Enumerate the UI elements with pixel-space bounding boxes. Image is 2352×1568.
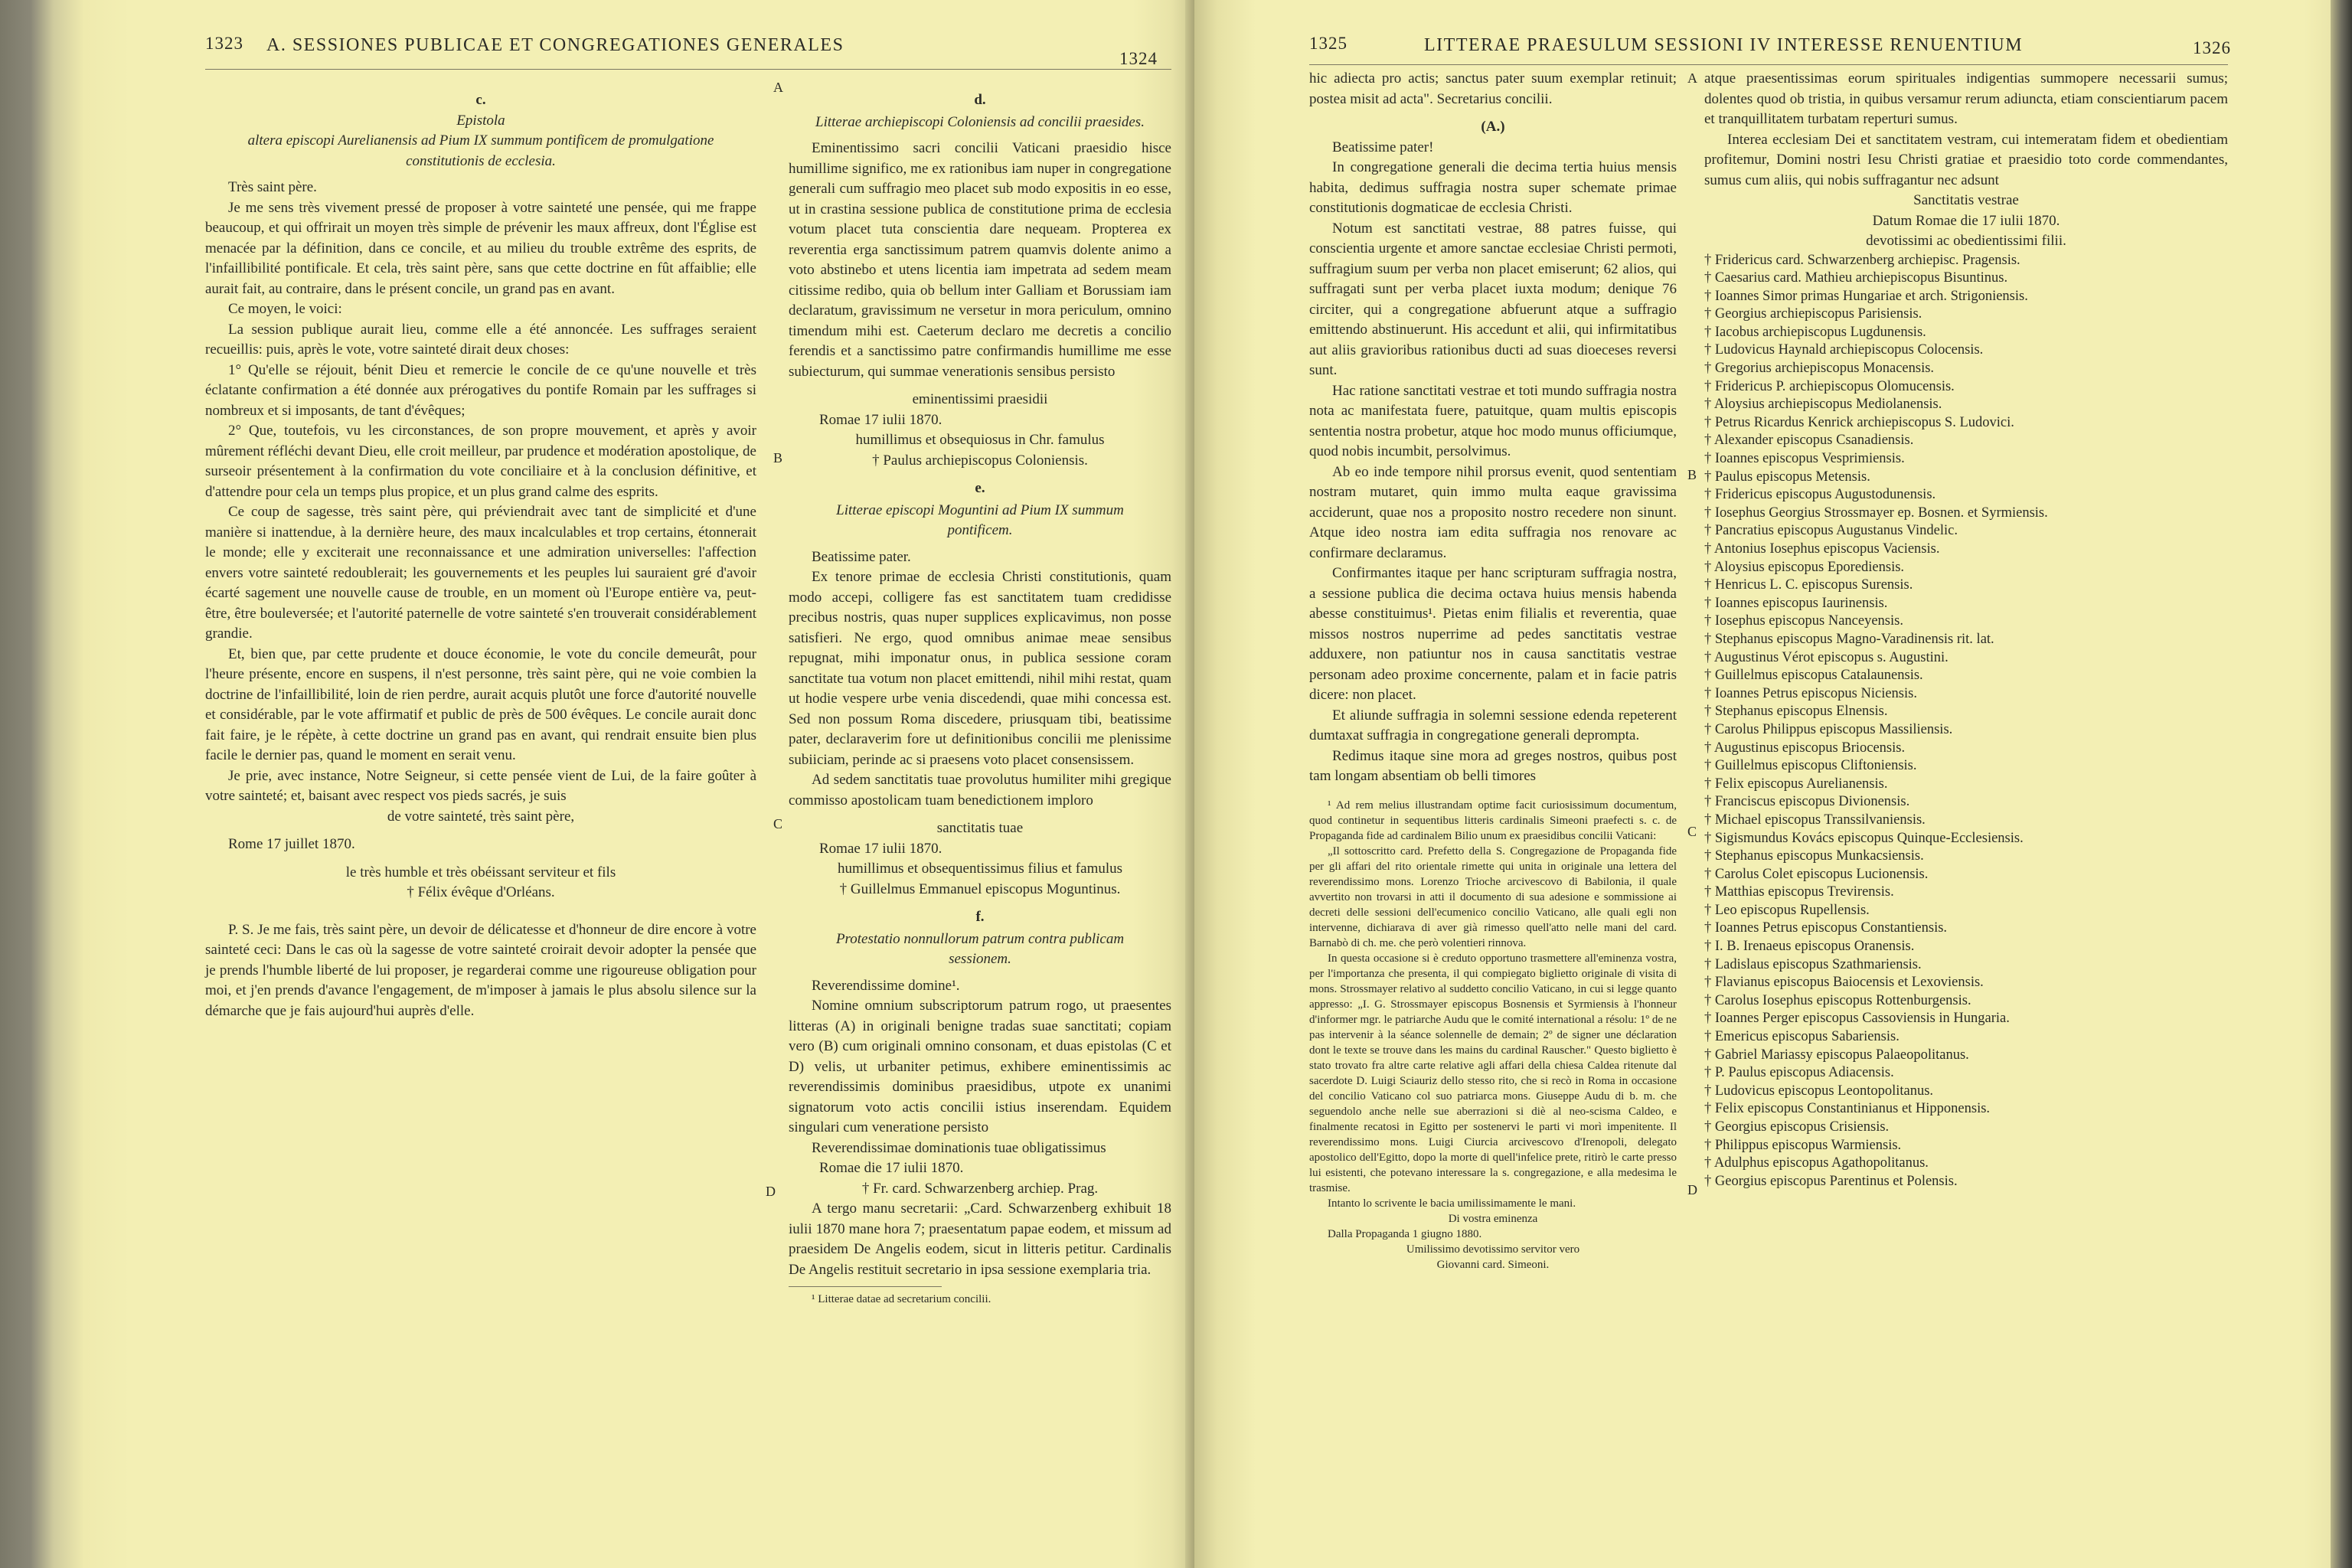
signatory-item: † Fridericus episcopus Augustodunensis. [1704,487,1936,503]
signatory-item: † Philippus episcopus Warmiensis. [1704,1137,1902,1153]
paragraph: Ce coup de sagesse, très saint père, qui préviendrait avec tant de simplicité et d'une manière si inattendue, à la dernière heure, des maux incalculables et trop certains, étonnerait le monde; elle y exciterait une reconnaissance et une admiration universelles: l'affection envers votre sainteté redoublerait; les gouvernements et les peuples lui sauraient gré d'avoir écarté sagement une nouvelle cause de trouble, en un moment où l'Europe entière va, peut-être, être bouleversée; et l'autorité paternelle de votre sainteté s'en trouverait considérablement grandie. [205,504,756,642]
paragraph: Très saint père. [228,179,317,195]
signatory-item: † Felix episcopus Aurelianensis. [1704,776,1888,792]
page-block-edge [2331,0,2352,1568]
signatory-item: † Stephanus episcopus Magno-Varadinensis rit. lat. [1704,631,1994,647]
margin-mark-a: A [1687,70,1697,86]
margin-mark-d: D [1687,1182,1697,1197]
signatory-item: † Ludovicus episcopus Leontopolitanus. [1704,1083,1934,1099]
paragraph: Je me sens très vivement pressé de proposer à votre sainteté une pensée, qui me frappe beaucoup, et qui offrirait un moyen très simple de prévenir les maux affreux, dont l'Église est menacée par la définition, dans ce concile, et au milieu du trouble extrême des esprits, de l'infaillibilité pontificale. Et cela, très saint père, sans que cette doctrine en fût affaiblie; elle aurait fait, au contraire, dans le présent concile, un grand pas en avant. [205,199,756,297]
paragraph: Confirmantes itaque per hanc scripturam suffragia nostra, a sessione publica die decima octava huius mensis habenda abesse constituimus¹. Pietas enim filialis et reverentia, quae missos nostros nuperrime ad pedes sanctitatis vestrae adduxere, non patiuntur nos in causa sanctitatis vestrae personam adeo proxime concernente, palam et in facie patris dicere: non placet. [1309,565,1677,703]
section-heading-e: e. [975,480,985,496]
closing-line: le très humble et très obéissant serviteur et fils [345,864,616,880]
paragraph: Interea ecclesiam Dei et sanctitatem vestram, cui intemeratam fidem et obedientiam profitemur, Domini nostri Iesu Christi gratiae et praesidio toto corde commendantes, sumus cum aliis, qui nobis suffragantur nec adsunt [1704,131,2228,188]
signatory-item: † Aloysius episcopus Eporediensis. [1704,559,1905,575]
closing-line: humillimus et obsequiosus in Chr. famulus [855,432,1105,448]
header-rule [1309,64,2228,65]
footnote: In questa occasione si è creduto opportuno trasmettere all'eminenza vostra, per l'importanza che presenta, il qui compiegato biglietto originale di visita di mons. Strossmayer relativo al suddetto concilio Vaticano, in cui si legge quanto appresso: „I. G. Strossmayer episcopus Bosnensis et Syrmiensis à l'honneur d'informer mgr. le patriarche Audu que le comité international a résolu: 1º de ne pas intervenir à la séance solennelle de demain; 2º de signer une déclaration dont le texte se trouve dans les mains du cardinal Rauscher." Questo biglietto è stato trovato fra altre carte relative agli affari della chiesa Caldea ritenute dal sacerdote D. Luigi Sciauriz dello stesso rito, che si recò in Roma in occasione del concilio Vaticano col suo patriarca mons. Giuseppe Audu di b. m. che seguendolo anche nelle sue aberrazioni si diè al neo-scisma Caldeo, e finalmente recatosi in Egitto per sostenervi le parti vi morì impenitente. Il reverendissimo mons. Luigi Ciurcia arcivescovo d'Irenopoli, delegato apostolico dell'Egitto, dopo la morte di quell'infelice prete, ritirò le carte presso lui esistenti, che potevano interessare la s. congregazione, e alla medesima le trasmise. [1309,952,1677,1194]
paragraph: In congregatione generali die decima tertia huius mensis habita, dedimus suffragia nostra super schemate primae constitutionis dogmaticae de ecclesia Christi. [1309,159,1677,216]
paragraph: Hac ratione sanctitati vestrae et toti mundo suffragia nostra nota ac manifestata fuere, patuitque, quam multis episcopis sententia nostra probetur, atque hoc modo munus officiumque, quod nobis incumbit, persolvimus. [1309,382,1677,459]
date-line: Rome 17 juillet 1870. [228,836,355,852]
signatory-item: † Carolus Philippus episcopus Massiliensis. [1704,721,1953,737]
paragraph: Et aliunde suffragia in solemni sessione edenda repeterent dumtaxat suffragia in congregatione generali deprompta. [1309,707,1677,743]
closing-line: sanctitatis tuae [936,820,1024,836]
salutation: Beatissime pater! [1332,139,1434,155]
section-title-e: Litterae episcopi Moguntini ad Pium IX summum pontificem. [836,501,1124,538]
section-subtitle-c: altera episcopi Aurelianensis ad Pium IX summum pontificem de promulgatione constitutionis de ecclesia. [247,132,714,169]
paragraph: Et, bien que, par cette prudente et douce économie, le vote du concile demeurât, pour l'heure présente, encore en suspens, il n'est personne, très saint père, qui ne voie combien la doctrine de l'infaillibilité, loin de rien perdre, aurait acquis plutôt une force d'autorité nouvelle et considérable, par le vote affirmatif et public de près de 500 évêques. Le concile aurait donc fait faire, je le répète, à cette doctrine un grand pas en avant, qui rendrait ensuite bien plus facile le dernier pas, quand le moment en serait venu. [205,645,756,763]
paragraph: La session publique aurait lieu, comme elle a été annoncée. Les suffrages seraient recueillis: puis, après le vote, votre sainteté dirait deux choses: [205,321,756,358]
signatory-item: † Sigismundus Kovács episcopus Quinque-Ecclesiensis. [1704,830,2024,846]
signatory-item: † Stephanus episcopus Munkacsiensis. [1704,848,1924,864]
closing-line: devotissimi ac obedientissimi filii. [1866,233,2066,249]
signature: † Guillelmus Emmanuel episcopus Moguntinus. [839,880,1121,897]
running-header-right: LITTERAE PRAESULUM SESSIONI IV INTERESSE RENUENTIUM [1424,35,2024,55]
running-header-left: A. SESSIONES PUBLICAE ET CONGREGATIONES GENERALES [266,35,844,55]
signatory-item: † Caesarius card. Mathieu archiepiscopus Bisuntinus. [1704,270,2008,286]
signature: † Fr. card. Schwarzenberg archiep. Prag. [861,1180,1099,1197]
footnote: Giovanni card. Simeoni. [1436,1258,1550,1271]
footnote: „Il sottoscritto card. Prefetto della S. Congregazione de Propaganda fide per gli affari del rito orientale rimette qui unita in originale una lettera del reverendissimo mons. Lorenzo Trioche arcivescovo di Babilonia, il quale avvertito non trovarsi in atti il documento di sua adesione e sommissione ai decreti delle sessioni dell'ecumenico concilio Vaticano, alle quali egli non intervenne, dichiarava di aver già rimesso quell'atto nelle mani del card. Barnabò di ch. me. che però volentieri rinnova. [1309,844,1677,949]
margin-mark-c: C [1687,824,1697,839]
signatory-item: † Ioannes Petrus episcopus Niciensis. [1704,685,1917,701]
signatory-item: † Georgius episcopus Parentinus et Polensis. [1704,1173,1958,1189]
column-left-1 [205,86,756,1021]
signatory-item: † Michael episcopus Transsilvaniensis. [1704,812,1926,828]
section-heading-d: d. [974,92,986,108]
signatory-item: † Leo episcopus Rupellensis. [1704,902,1870,918]
signatory-item: † Iosephus Georgius Strossmayer ep. Bosnen. et Syrmiensis. [1704,505,2048,521]
signatory-item: † Flavianus episcopus Baiocensis et Lexoviensis. [1704,975,1984,991]
signature: † Félix évêque d'Orléans. [407,884,555,900]
paragraph: Notum est sanctitati vestrae, 88 patres fuisse, qui conscientia urgente et amore sanctae ecclesiae Christi permoti, suffragium suum per verba non placet emiserunt; 62 alios, qui suffragati sunt per verba placet iuxta modum; denique 76 circiter, qui a congregatione abfuerunt atque a suffragio emittendo abstinuerunt. His accedunt et alii, qui infirmitatibus aut aliis gravioribus rationibus ducti ad suas dioeceses reversi sunt. [1309,220,1677,378]
header-rule [205,69,1171,70]
signatory-item: † Stephanus episcopus Elnensis. [1704,704,1888,720]
signatory-item: † Matthias episcopus Trevirensis. [1704,884,1894,900]
footnote: Dalla Propaganda 1 giugno 1880. [1328,1227,1482,1240]
signatory-item: † Alexander episcopus Csanadiensis. [1704,433,1914,449]
signatory-item: † Pancratius episcopus Augustanus Vindelic. [1704,523,1958,539]
signatory-item: † Ioannes Perger episcopus Cassoviensis in Hungaria. [1704,1011,2010,1027]
signatory-item: † Franciscus episcopus Divionensis. [1704,794,1910,810]
footnote-rule [789,1286,942,1287]
footnote: Intanto lo scrivente le bacia umilissimamente le mani. [1328,1197,1576,1210]
date-line: Romae 17 iulii 1870. [819,840,942,857]
signatory-item: † Ioannes Petrus episcopus Constantiensis. [1704,920,1948,936]
margin-mark-d: D [766,1184,776,1199]
margin-mark-b: B [773,450,783,466]
footnote: Umilissimo devotissimo servitor vero [1406,1243,1580,1256]
signatory-item: † Ioannes Simor primas Hungariae et arch. Strigoniensis. [1704,288,2028,304]
paragraph: atque praesentissimas eorum spirituales indigentias summopere necessarii sumus; dolentes quod ob tristia, in quibus versamur rerum adiuncta, etiam conscientiarum pacem et tranquillitatem turbatam reperturi sumus. [1704,70,2228,127]
signatory-item: † Ladislaus episcopus Szathmariensis. [1704,956,1922,972]
section-title-d: Litterae archiepiscopi Coloniensis ad concilii praesides. [815,113,1145,130]
signatory-item: † Iosephus episcopus Nanceyensis. [1704,613,1903,629]
signatory-item: † Iacobus archiepiscopus Lugdunensis. [1704,324,1926,340]
paragraph: 2° Que, toutefois, vu les circonstances, de son propre mouvement, et après y avoir mûrement réfléchi devant Dieu, elle croit meilleur, par prudence et modération apostolique, de surseoir présentement à la confirmation du vote conciliaire et à la conclusion définitive, et d'attendre pour cela un temps plus propice, et un plus grand calme des esprits. [205,423,756,500]
paragraph: Redimus itaque sine mora ad greges nostros, quibus post tam longam absentiam ob belli timores [1309,747,1677,784]
signatory-item: † Ioannes episcopus Iaurinensis. [1704,595,1888,611]
paragraph: Eminentissimo sacri concilii Vaticani praesidio hisce humillime significo, me ex rationibus iam nuper in congregatione generali cum suffragio meo placet sub modo expositis in eo esse, ut in crastina sessione publica de constitutione prima de ecclesia votum placet tuta conscientia dare nequeam. Propterea ex reverentia erga sanctissimum patrem quamvis dolente animo a voto abstinebo et utens licentia iam impetrata ad sedem meam citissime redibo, quia ob bellum inter Galliam et Borussiam iam declaratum, gravissimum ne versetur in mora periculum, omnino timendum mihi est. Caeterum declaro me decretis a concilio ferendis et a sanctissimo patre confirmandis humillime me esse subiecturum, qui summae venerationis sensibus persisto [789,140,1171,380]
closing-line: eminentissimi praesidii [912,391,1048,407]
date-line: Datum Romae die 17 iulii 1870. [1872,212,2060,229]
closing-line: de votre sainteté, très saint père, [387,808,575,825]
paragraph: Beatissime pater. [812,548,911,565]
signatory-item: † Aloysius archiepiscopus Mediolanensis. [1704,397,1942,413]
postscript: P. S. Je me fais, très saint père, un devoir de délicatesse et d'honneur de dire encore à votre sainteté ceci: Dans le cas où la sagesse de votre sainteté croirait devoir adopter la pensée que je prends l'humble liberté de lui proposer, je regarderai comme une rigoureuse obligation pour moi, et j'en prends d'avance l'engagement, de m'imposer à jamais le plus absolu silence sur la démarche que je fais aujourd'hui auprès d'elle. [205,921,756,1019]
date-line: Romae 17 iulii 1870. [819,411,942,428]
signatory-item: † Georgius episcopus Crisiensis. [1704,1119,1890,1135]
footnote-block [1309,798,1677,1272]
signatory-item: † Fridericus card. Schwarzenberg archiepisc. Pragensis. [1704,252,2020,268]
signatory-item: † Adulphus episcopus Agathopolitanus. [1704,1155,1929,1171]
signatory-item: † Emericus episcopus Sabariensis. [1704,1029,1900,1045]
page-number-1325: 1325 [1309,34,1348,53]
paragraph: hic adiecta pro actis; sanctus pater suum exemplar retinuit; postea misit ad acta". Secretarius concilii. [1309,70,1677,107]
paragraph: Ab eo inde tempore nihil prorsus evenit, quod sententiam nostram mutaret, quin immo multa eaque gravissima acciderunt, quae nos a proposito nostro recedere non sinunt. Atque ideo nostra iam edita suffragia nos renovare ac confirmare declaramus. [1309,463,1677,561]
signatory-item: † Augustinus Vérot episcopus s. Augustini. [1704,649,1949,665]
closing-line: humillimus et obsequentissimus filius et famulus [837,861,1123,877]
closing-line: Sanctitatis vestrae [1913,192,2019,208]
margin-mark-b: B [1687,467,1697,482]
section-heading-c: c. [475,92,486,108]
page-number-1323: 1323 [205,34,243,53]
signatory-item: † Fridericus P. archiepiscopus Olomucensis. [1704,378,1955,394]
section-title-f: Protestatio nonnullorum patrum contra publicam sessionem. [835,930,1125,967]
signatory-item: † P. Paulus episcopus Adiacensis. [1704,1065,1894,1081]
signatory-item: † I. B. Irenaeus episcopus Oranensis. [1704,939,1915,955]
paragraph: Nomine omnium subscriptorum patrum rogo, ut praesentes litteras (A) in originali benigne tradas suae sanctitati; copiam vero (B) cum originali omnino consonam, et duas epistolas (C et D) velis, ut urbaniter petimus, exhibere eminentissimis ac reverendissimis dominibus praesidibus, utpote ex unanimi signatorum voto actis concilii istius inserendam. Equidem singulari cum veneratione persisto [789,998,1171,1135]
paragraph: Reverendissimae dominationis tuae obligatissimus [812,1139,1106,1156]
signatory-item: † Augustinus episcopus Briocensis. [1704,740,1906,756]
page-number-1324: 1324 [1119,49,1158,68]
paragraph: Je prie, avec instance, Notre Seigneur, si cette pensée vient de Lui, de la faire goûter à votre sainteté; et, baisant avec respect vos pieds sacrés, je suis [205,767,756,804]
column-right-1 [1309,69,1677,1272]
paragraph: Ce moyen, le voici: [228,301,342,317]
margin-mark-c: C [773,816,783,831]
signatory-item: † Carolus Iosephus episcopus Rottenburgensis. [1704,992,1971,1008]
footnote: ¹ Litterae datae ad secretarium concilii. [812,1293,991,1305]
paragraph: Reverendissime domine¹. [812,977,960,994]
signatory-item: † Paulus episcopus Metensis. [1704,469,1870,485]
section-heading-a: (A.) [1481,119,1505,135]
footnote: ¹ Ad rem melius illustrandam optime facit curiosissimum documentum, quod continetur in sequentibus litteris cardinalis Simeoni praefecti s. c. de Propaganda fide ad cardinalem Bilio unum ex praesidibus concilii Vaticani: [1309,799,1677,842]
page-number-1326: 1326 [2193,38,2231,57]
right-page [1194,0,2352,1568]
signatories-list [1704,252,2228,1191]
signatory-item: † Henricus L. C. episcopus Surensis. [1704,577,1913,593]
signatory-item: † Carolus Colet episcopus Lucionensis. [1704,866,1929,882]
margin-mark-a: A [773,80,783,95]
paragraph: 1° Qu'elle se réjouit, bénit Dieu et remercie le concile de ce qu'une nouvelle et très éclatante confirmation a été donnée aux prérogatives du pontife Romain par les suffrages si nombreux et si imposants, de tant d'évêques; [205,361,756,419]
date-line: Romae die 17 iulii 1870. [819,1160,964,1176]
signatory-item: † Guillelmus episcopus Cliftoniensis. [1704,758,1917,774]
paragraph: Ad sedem sanctitatis tuae provolutus humiliter mihi gregique commisso apostolicam tuam benedictionem imploro [789,772,1171,808]
section-title-c: Epistola [456,112,505,129]
column-left-2 [789,86,1171,1307]
paragraph: Ex tenore primae de ecclesia Christi constitutionis, quam modo accepi, colligere fas est sanctitatem tuam credidisse precibus nostris, quas nuper supplices explicavimus, non posse satisfieri. Ne ergo, quod omnibus animae meae sensibus repugnat, mihi imponatur onus, in publica sessione coram sanctitate tua votum non placet emittendi, nihil mihi restat, quam ut hodie vespere urbe venia discedendi, quae mihi concessa est. Sed non possum Roma discedere, priusquam tibi, beatissime pater, declaraverim fore ut definitionibus concilii me plenissime subiiciam, perinde ac si praesens voto placet consensissem. [789,569,1171,768]
signature: † Paulus archiepiscopus Coloniensis. [872,452,1088,469]
section-heading-f: f. [975,909,985,925]
signatory-item: † Petrus Ricardus Kenrick archiepiscopus S. Ludovici. [1704,414,2014,430]
signatory-item: † Georgius archiepiscopus Parisiensis. [1704,306,1922,322]
paragraph: A tergo manu secretarii: „Card. Schwarzenberg exhibuit 18 iulii 1870 mane hora 7; praesentatum papae eodem, et missum ad praesidem De Angelis eodem, sicut in litteris petitur. Cardinalis De Angelis restituit secretario in ipsa sessione exemplaria tria. [789,1200,1171,1278]
signatory-item: † Guillelmus episcopus Catalaunensis. [1704,668,1923,684]
signatory-item: † Gregorius archiepiscopus Monacensis. [1704,361,1935,377]
signatory-item: † Antonius Iosephus episcopus Vaciensis. [1704,541,1940,557]
signatory-item: † Gabriel Mariassy episcopus Palaeopolitanus. [1704,1047,1969,1063]
footnote: Di vostra eminenza [1448,1212,1538,1225]
signatory-item: † Ludovicus Haynald archiepiscopus Colocensis. [1704,342,1984,358]
column-right-2 [1704,69,2228,1191]
signatory-item: † Felix episcopus Constantinianus et Hipponensis. [1704,1101,1991,1117]
signatory-item: † Ioannes episcopus Vesprimiensis. [1704,451,1905,467]
